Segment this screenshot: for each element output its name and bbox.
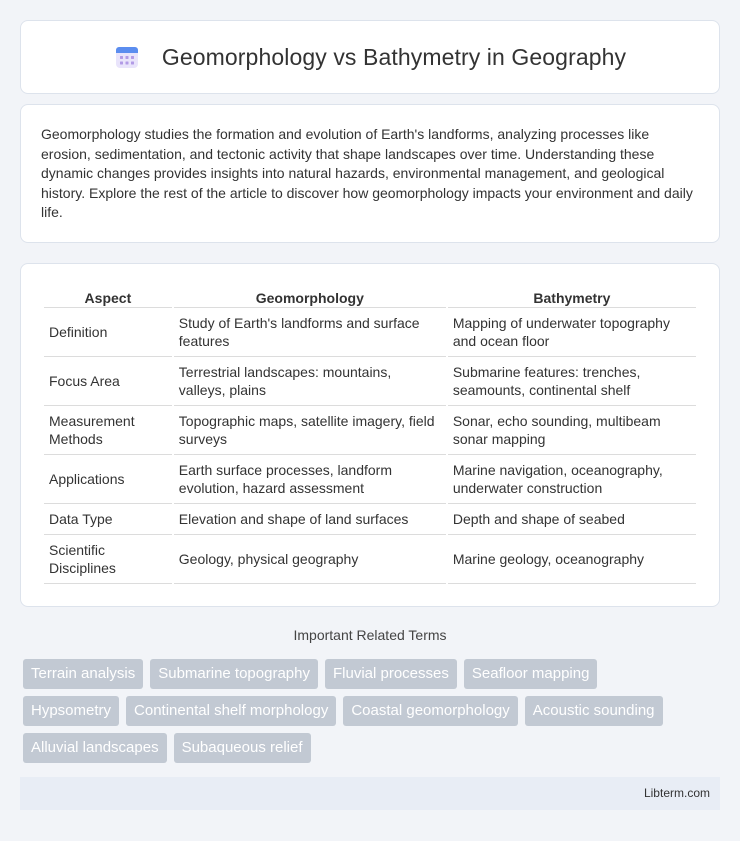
comparison-table (42, 282, 698, 584)
tag-acoustic-sounding[interactable]: Acoustic sounding (525, 696, 663, 726)
page-title: Geomorphology vs Bathymetry in Geography (161, 43, 627, 70)
cell-aspect: Definition (44, 308, 172, 357)
tag-row (23, 659, 723, 689)
cell-geomorphology: Terrestrial landscapes: mountains, valleys, plains (174, 357, 446, 406)
calendar-icon (114, 44, 140, 70)
cell-geomorphology: Topographic maps, satellite imagery, field surveys (174, 406, 446, 455)
table-row (44, 455, 696, 504)
tag-continental-shelf-morphology[interactable]: Continental shelf morphology (126, 696, 336, 726)
header-aspect: Aspect (44, 282, 172, 308)
cell-aspect: Focus Area (44, 357, 172, 406)
table-row (44, 406, 696, 455)
tag-row (23, 733, 723, 763)
cell-geomorphology: Elevation and shape of land surfaces (174, 504, 446, 535)
intro-text: Geomorphology studies the formation and evolution of Earth's landforms, analyzing processes like erosion, sedimentation, and tectonic activity that shape landscapes over time. Understanding these dynamic changes provides insights into natural hazards, environmental management, and geological history. Explore the rest of the article to discover how geomorphology impacts your environment and daily life. (41, 126, 693, 221)
tag-hypsometry[interactable]: Hypsometry (23, 696, 119, 726)
tag-alluvial-landscapes[interactable]: Alluvial landscapes (23, 733, 167, 763)
header-bathymetry: Bathymetry (448, 282, 696, 308)
footer-site-link[interactable]: Libterm.com (643, 786, 710, 800)
cell-aspect: Scientific Disciplines (44, 535, 172, 584)
cell-aspect: Data Type (44, 504, 172, 535)
table-row (44, 357, 696, 406)
cell-bathymetry: Marine navigation, oceanography, underwater construction (448, 455, 696, 504)
header-card (20, 20, 720, 94)
tag-row (23, 696, 723, 726)
related-terms-title: Important Related Terms (293, 627, 447, 643)
cell-bathymetry: Depth and shape of seabed (448, 504, 696, 535)
footer (20, 777, 720, 810)
tag-fluvial-processes[interactable]: Fluvial processes (325, 659, 457, 689)
table-row (44, 308, 696, 357)
cell-geomorphology: Study of Earth's landforms and surface features (174, 308, 446, 357)
cell-aspect: Measurement Methods (44, 406, 172, 455)
cell-bathymetry: Marine geology, oceanography (448, 535, 696, 584)
cell-bathymetry: Submarine features: trenches, seamounts, continental shelf (448, 357, 696, 406)
table-header-row (44, 282, 696, 308)
comparison-card (20, 263, 720, 607)
cell-bathymetry: Sonar, echo sounding, multibeam sonar mapping (448, 406, 696, 455)
cell-geomorphology: Geology, physical geography (174, 535, 446, 584)
intro-card (20, 104, 720, 243)
tag-seafloor-mapping[interactable]: Seafloor mapping (464, 659, 598, 689)
tag-subaqueous-relief[interactable]: Subaqueous relief (174, 733, 311, 763)
tag-coastal-geomorphology[interactable]: Coastal geomorphology (343, 696, 517, 726)
tag-submarine-topography[interactable]: Submarine topography (150, 659, 318, 689)
table-row (44, 535, 696, 584)
cell-geomorphology: Earth surface processes, landform evolution, hazard assessment (174, 455, 446, 504)
related-terms-tags (23, 659, 723, 770)
cell-bathymetry: Mapping of underwater topography and ocean floor (448, 308, 696, 357)
table-row (44, 504, 696, 535)
header-geomorphology: Geomorphology (174, 282, 446, 308)
tag-terrain-analysis[interactable]: Terrain analysis (23, 659, 143, 689)
cell-aspect: Applications (44, 455, 172, 504)
